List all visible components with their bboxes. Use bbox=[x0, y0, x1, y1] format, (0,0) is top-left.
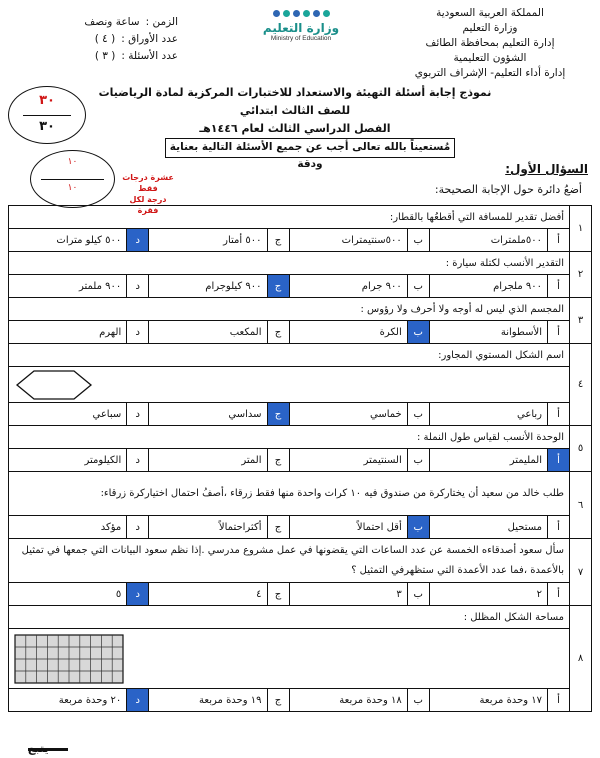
option-text[interactable]: رباعي bbox=[429, 403, 547, 426]
questions-label: عدد الأسئلة : bbox=[121, 50, 178, 62]
option-text[interactable]: ٢ bbox=[429, 583, 547, 606]
ministry-logo bbox=[236, 10, 366, 70]
option-text[interactable]: ٢٠ وحدة مربعة bbox=[9, 689, 127, 712]
header-line: المملكة العربية السعودية bbox=[436, 7, 544, 19]
option-text[interactable]: الكرة bbox=[289, 321, 407, 344]
option-text[interactable]: مستحيل bbox=[429, 516, 547, 539]
option-letter-correct[interactable]: ب bbox=[407, 516, 429, 539]
option-letter[interactable]: ب bbox=[407, 403, 429, 426]
header-institution bbox=[390, 6, 590, 81]
question-number: ٨ bbox=[570, 606, 592, 712]
question-options-row bbox=[9, 689, 592, 712]
question-stem-row bbox=[9, 426, 592, 449]
question-options-row bbox=[9, 516, 592, 539]
header-line: إدارة أداء التعليم- الإشراف التربوي bbox=[414, 67, 566, 79]
option-text[interactable]: ٩٠٠ ملجرام bbox=[429, 275, 547, 298]
option-letter[interactable]: أ bbox=[548, 275, 570, 298]
question-options-row bbox=[9, 275, 592, 298]
option-text[interactable]: الهرم bbox=[9, 321, 127, 344]
section-title: السؤال الأول: bbox=[505, 162, 588, 176]
option-letter-correct[interactable]: د bbox=[127, 229, 149, 252]
option-text[interactable]: ٩٠٠ كيلوجرام bbox=[149, 275, 267, 298]
pages-value: ( ٤ ) bbox=[94, 33, 116, 45]
option-letter[interactable]: أ bbox=[548, 583, 570, 606]
section-score-circle bbox=[30, 150, 115, 208]
total-score-earned: ٣٠ bbox=[39, 93, 55, 108]
question-stem: الوحدة الأنسب لقياس طول النملة : bbox=[9, 426, 570, 449]
option-letter[interactable]: أ bbox=[548, 689, 570, 712]
option-text[interactable]: ١٩ وحدة مربعة bbox=[149, 689, 267, 712]
header-line: إدارة التعليم بمحافظة الطائف bbox=[425, 37, 555, 49]
header-line: الشؤون التعليمية bbox=[453, 52, 527, 64]
question-stem-row bbox=[9, 472, 592, 516]
option-text[interactable]: ١٨ وحدة مربعة bbox=[289, 689, 407, 712]
header-line: وزارة التعليم bbox=[462, 22, 518, 34]
question-stem-row bbox=[9, 206, 592, 229]
option-text[interactable]: المكعب bbox=[149, 321, 267, 344]
option-letter-correct[interactable]: أ bbox=[548, 449, 570, 472]
section-instruction: أضعُ دائرة حول الإجابة الصحيحة: bbox=[434, 183, 582, 196]
question-number: ٥ bbox=[570, 426, 592, 472]
option-letter[interactable]: ب bbox=[407, 583, 429, 606]
option-text[interactable]: السنتيمتر bbox=[289, 449, 407, 472]
option-text[interactable]: ٤ bbox=[149, 583, 267, 606]
question-stem-row bbox=[9, 252, 592, 275]
question-stem: مساحة الشكل المظلل : bbox=[9, 606, 570, 629]
option-letter[interactable]: ج bbox=[267, 321, 289, 344]
option-text[interactable]: سباعي bbox=[9, 403, 127, 426]
option-letter[interactable]: ج bbox=[267, 583, 289, 606]
option-text[interactable]: ١٧ وحدة مربعة bbox=[429, 689, 547, 712]
option-text[interactable]: ٩٠٠ جرام bbox=[289, 275, 407, 298]
question-stem-row bbox=[9, 344, 592, 367]
option-text[interactable]: مؤكد bbox=[9, 516, 127, 539]
hexagon-figure bbox=[14, 368, 94, 402]
total-score-oval bbox=[8, 86, 86, 144]
question-options-row bbox=[9, 321, 592, 344]
question-number: ٣ bbox=[570, 298, 592, 344]
option-letter[interactable]: ج bbox=[267, 229, 289, 252]
option-letter[interactable]: د bbox=[127, 516, 149, 539]
option-letter[interactable]: ب bbox=[407, 275, 429, 298]
option-letter[interactable]: د bbox=[127, 275, 149, 298]
question-number: ١ bbox=[570, 206, 592, 252]
question-options-row bbox=[9, 403, 592, 426]
option-letter-correct[interactable]: ج bbox=[267, 403, 289, 426]
score-note-2: درجة لكل فقرة bbox=[129, 195, 167, 215]
option-letter[interactable]: أ bbox=[548, 321, 570, 344]
option-letter[interactable]: ج bbox=[267, 516, 289, 539]
exam-title bbox=[85, 84, 505, 138]
option-letter[interactable]: ج bbox=[267, 689, 289, 712]
total-score-max: ٣٠ bbox=[39, 119, 55, 134]
figure-row bbox=[9, 629, 592, 689]
option-letter[interactable]: ج bbox=[267, 449, 289, 472]
figure-row bbox=[9, 367, 592, 403]
questions-value: ( ٣ ) bbox=[94, 50, 116, 62]
option-letter[interactable]: د bbox=[127, 321, 149, 344]
option-letter-correct[interactable]: د bbox=[127, 583, 149, 606]
title-line-2: الفصل الدراسي الثالث لعام ١٤٤٦هـ bbox=[199, 122, 391, 135]
question-number: ٤ bbox=[570, 344, 592, 426]
option-text[interactable]: ٣ bbox=[289, 583, 407, 606]
option-text[interactable]: المليمتر bbox=[429, 449, 547, 472]
option-letter[interactable]: د bbox=[127, 449, 149, 472]
question-stem: التقدير الأنسب لكتلة سيارة : bbox=[9, 252, 570, 275]
option-text[interactable]: أقل احتمالاً bbox=[289, 516, 407, 539]
title-line-1: نموذج إجابة أسئلة التهيئة والاستعداد للاختبارات المركزية لمادة الرياضيات للصف الثالث ابتدائي bbox=[98, 86, 492, 117]
question-number: ٧ bbox=[570, 539, 592, 606]
question-number: ٦ bbox=[570, 472, 592, 539]
option-letter[interactable]: أ bbox=[548, 229, 570, 252]
question-stem: طلب خالد من سعيد أن يختاركرة من صندوق فيه ١٠ كرات واحدة منها فقط زرقاء ،أصفُ احتمال اختياركرة زرقاء: bbox=[9, 472, 570, 516]
question-options-row bbox=[9, 449, 592, 472]
question-stem: المجسم الذي ليس له أوجه ولا أحرف ولا رؤوس : bbox=[9, 298, 570, 321]
logo-dots-icon bbox=[236, 10, 366, 17]
questions-table bbox=[8, 205, 592, 712]
logo-text: وزارة التعليم bbox=[262, 21, 340, 35]
section-score-max: ١٠ bbox=[67, 183, 78, 193]
question-stem-row bbox=[9, 539, 592, 583]
option-text[interactable]: أكثراحتمالاً bbox=[149, 516, 267, 539]
question-options-row bbox=[9, 583, 592, 606]
option-text[interactable]: ٥٠٠ كيلو مترات bbox=[9, 229, 127, 252]
score-divider bbox=[23, 115, 71, 116]
question-options-row bbox=[9, 229, 592, 252]
option-text[interactable]: خماسي bbox=[289, 403, 407, 426]
time-value: ساعة ونصف bbox=[84, 16, 140, 28]
option-text[interactable]: ٩٠٠ ملمتر bbox=[9, 275, 127, 298]
option-text[interactable]: الكيلومتر bbox=[9, 449, 127, 472]
option-letter-correct[interactable]: ج bbox=[267, 275, 289, 298]
time-label: الزمن : bbox=[145, 16, 178, 28]
score-divider bbox=[41, 179, 104, 180]
continue-arrow-icon bbox=[28, 748, 68, 751]
score-note-1: عشرة درجات فقط bbox=[122, 173, 174, 193]
option-letter[interactable]: ب bbox=[407, 449, 429, 472]
question-stem: أفضل تقدير للمسافة التي أقطعُها بالقطار: bbox=[9, 206, 570, 229]
option-letter[interactable]: ب bbox=[407, 229, 429, 252]
question-number: ٢ bbox=[570, 252, 592, 298]
question-stem: سأل سعود أصدقاءه الخمسة عن عدد الساعات التي يقضونها في عمل مشروع مدرسي .إذا نظم سعود البيانات التي جمعها في تمثيل بالأعمدة ،فما عدد الأعمدة التي ستظهرفي التمثيل ؟ bbox=[9, 539, 570, 583]
option-letter[interactable]: أ bbox=[548, 403, 570, 426]
question-stem: اسم الشكل المستوي المجاور: bbox=[9, 344, 570, 367]
option-text[interactable]: ٥ bbox=[9, 583, 127, 606]
option-letter[interactable]: أ bbox=[548, 516, 570, 539]
instructions-box: مُستعيناً بالله تعالى أجب عن جميع الأسئلة التالية بعناية ودقة bbox=[165, 138, 455, 158]
question-stem-row bbox=[9, 606, 592, 629]
logo-subtext: Ministry of Education bbox=[270, 35, 332, 42]
section-score-earned: ١٠ bbox=[67, 157, 78, 167]
option-letter-correct[interactable]: ب bbox=[407, 321, 429, 344]
pages-label: عدد الأوراق : bbox=[121, 33, 178, 45]
option-letter-correct[interactable]: د bbox=[127, 689, 149, 712]
option-text[interactable]: سداسي bbox=[149, 403, 267, 426]
option-text[interactable]: ٥٠٠ أمتار bbox=[149, 229, 267, 252]
option-text[interactable]: الأسطوانة bbox=[429, 321, 547, 344]
shaded-grid-figure bbox=[14, 634, 124, 684]
exam-info bbox=[8, 14, 178, 65]
question-stem-row bbox=[9, 298, 592, 321]
option-text[interactable]: ٥٠٠سنتيمترات bbox=[289, 229, 407, 252]
option-text[interactable]: ٥٠٠ملمترات bbox=[429, 229, 547, 252]
option-text[interactable]: المتر bbox=[149, 449, 267, 472]
option-letter[interactable]: د bbox=[127, 403, 149, 426]
option-letter[interactable]: ب bbox=[407, 689, 429, 712]
hexagon-shape bbox=[17, 371, 91, 399]
